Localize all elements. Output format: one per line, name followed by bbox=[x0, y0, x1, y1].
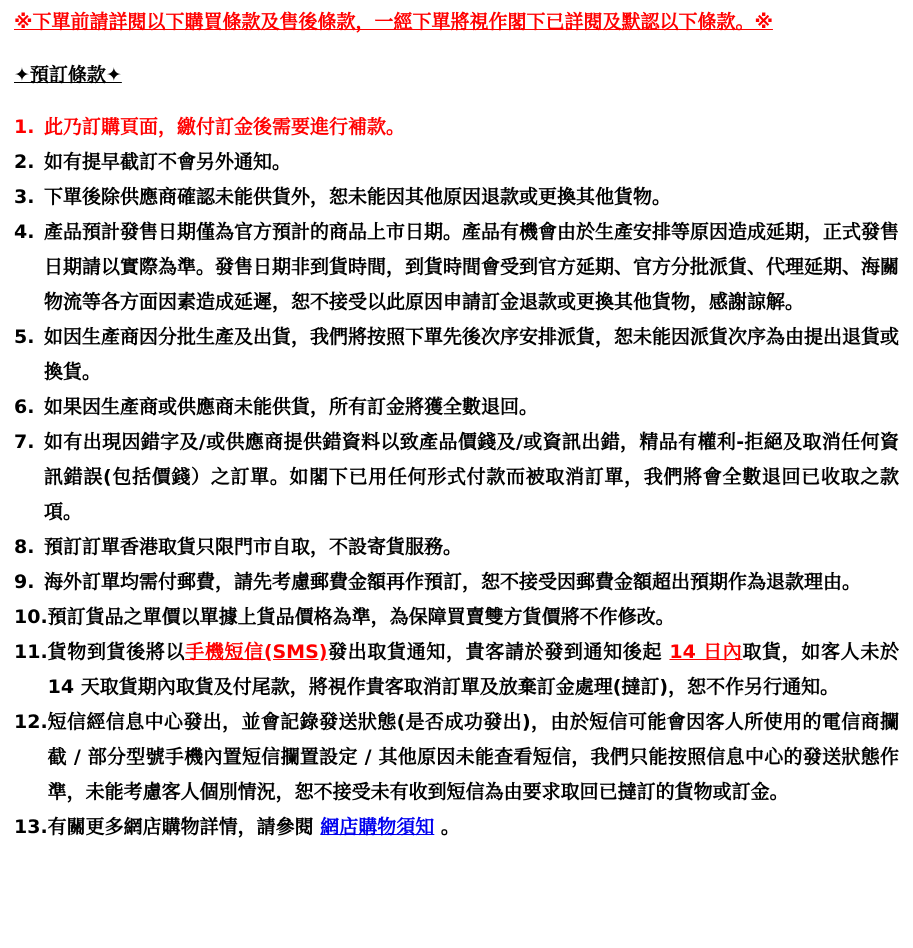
term-text bbox=[44, 110, 899, 145]
text-segment: 如有出現因錯字及/或供應商提供錯資料以致產品價錢及/或資訊出錯，精品有權利-拒絕及取消任何資訊錯誤(包括價錢）之訂單。如閣下已用任何形式付款而被取消訂單，我們將會全數退回已收取之款項。 bbox=[44, 431, 899, 523]
term-number: 11. bbox=[14, 641, 48, 663]
term-number: 9. bbox=[14, 571, 35, 593]
term-item-11 bbox=[14, 635, 899, 705]
shop-guide-link[interactable]: 網店購物須知 bbox=[320, 816, 435, 838]
term-text bbox=[44, 215, 899, 320]
term-item-2 bbox=[14, 145, 899, 180]
term-item-3 bbox=[14, 180, 899, 215]
page-title: ※下單前請詳閱以下購買條款及售後條款，一經下單將視作閣下已詳閱及默認以下條款。※ bbox=[14, 11, 773, 33]
term-text bbox=[44, 565, 899, 600]
term-text bbox=[48, 600, 899, 635]
text-segment: 貨物到貨後將以 bbox=[47, 641, 186, 663]
term-item-12 bbox=[14, 705, 899, 810]
term-number: 3. bbox=[14, 186, 35, 208]
term-text bbox=[48, 705, 899, 810]
term-text bbox=[48, 810, 899, 845]
term-number: 13. bbox=[14, 816, 48, 838]
text-segment: 發出取貨通知，貴客請於發到通知後起 bbox=[327, 641, 670, 663]
term-number: 6. bbox=[14, 396, 35, 418]
term-text bbox=[44, 530, 899, 565]
term-item-1 bbox=[14, 110, 899, 145]
text-segment: 如果因生產商或供應商未能供貨，所有訂金將獲全數退回。 bbox=[44, 396, 539, 418]
term-number: 1. bbox=[14, 116, 35, 138]
terms-list bbox=[14, 110, 899, 845]
term-item-7 bbox=[14, 425, 899, 530]
highlighted-red-text: 14 日內 bbox=[669, 641, 743, 663]
term-number: 12. bbox=[14, 711, 48, 733]
term-number: 10. bbox=[14, 606, 48, 628]
text-segment: 下單後除供應商確認未能供貨外，恕未能因其他原因退款或更換其他貨物。 bbox=[44, 186, 672, 208]
text-segment: 取貨，如客人未於 14 天取貨期內取貨及付尾款，將視作貴客取消訂單及放棄訂金處理(撻訂)，恕不作另行通知。 bbox=[47, 641, 899, 698]
term-item-10 bbox=[14, 600, 899, 635]
text-segment: 預訂貨品之單價以單據上貨品價格為準，為保障買賣雙方貨價將不作修改。 bbox=[47, 606, 675, 628]
term-number: 7. bbox=[14, 431, 35, 453]
text-segment: 有關更多網店購物詳情，請參閱 bbox=[47, 816, 321, 838]
term-number: 5. bbox=[14, 326, 35, 348]
text-segment: 如有提早截訂不會另外通知。 bbox=[44, 151, 292, 173]
text-segment: 短信經信息中心發出，並會記錄發送狀態(是否成功發出)，由於短信可能會因客人所使用的電信商攔截 / 部分型號手機內置短信攔置設定 / 其他原因未能查看短信，我們只能按照信息中心的發送狀態作準，未能考慮客人個別情況，恕不接受未有收到短信為由要求取回已撻訂的貨物或訂金。 bbox=[47, 711, 899, 803]
section-heading: ✦預訂條款✦ bbox=[14, 64, 122, 86]
term-item-6 bbox=[14, 390, 899, 425]
term-item-4 bbox=[14, 215, 899, 320]
text-segment: 此乃訂購頁面，繳付訂金後需要進行補款。 bbox=[44, 116, 406, 138]
term-item-9 bbox=[14, 565, 899, 600]
term-text bbox=[44, 425, 899, 530]
term-text bbox=[48, 635, 899, 705]
text-segment: 。 bbox=[434, 816, 460, 838]
term-number: 2. bbox=[14, 151, 35, 173]
text-segment: 如因生產商因分批生產及出貨，我們將按照下單先後次序安排派貨，恕未能因派貨次序為由提出退貨或換貨。 bbox=[44, 326, 900, 383]
term-number: 4. bbox=[14, 221, 35, 243]
term-item-5 bbox=[14, 320, 899, 390]
term-text bbox=[44, 390, 899, 425]
text-segment: 預訂訂單香港取貨只限門市自取，不設寄貨服務。 bbox=[44, 536, 463, 558]
term-text bbox=[44, 180, 899, 215]
term-number: 8. bbox=[14, 536, 35, 558]
highlighted-red-text: 手機短信(SMS) bbox=[185, 641, 328, 663]
term-text bbox=[44, 320, 899, 390]
term-item-13 bbox=[14, 810, 899, 845]
text-segment: 海外訂單均需付郵費，請先考慮郵費金額再作預訂，恕不接受因郵費金額超出預期作為退款理由。 bbox=[44, 571, 862, 593]
term-text bbox=[44, 145, 899, 180]
text-segment: 產品預計發售日期僅為官方預計的商品上市日期。產品有機會由於生產安排等原因造成延期，正式發售日期請以實際為準。發售日期非到貨時間，到貨時間會受到官方延期、官方分批派貨、代理延期、海關物流等各方面因素造成延遲，恕不接受以此原因申請訂金退款或更換其他貨物，感謝諒解。 bbox=[44, 221, 900, 313]
term-item-8 bbox=[14, 530, 899, 565]
